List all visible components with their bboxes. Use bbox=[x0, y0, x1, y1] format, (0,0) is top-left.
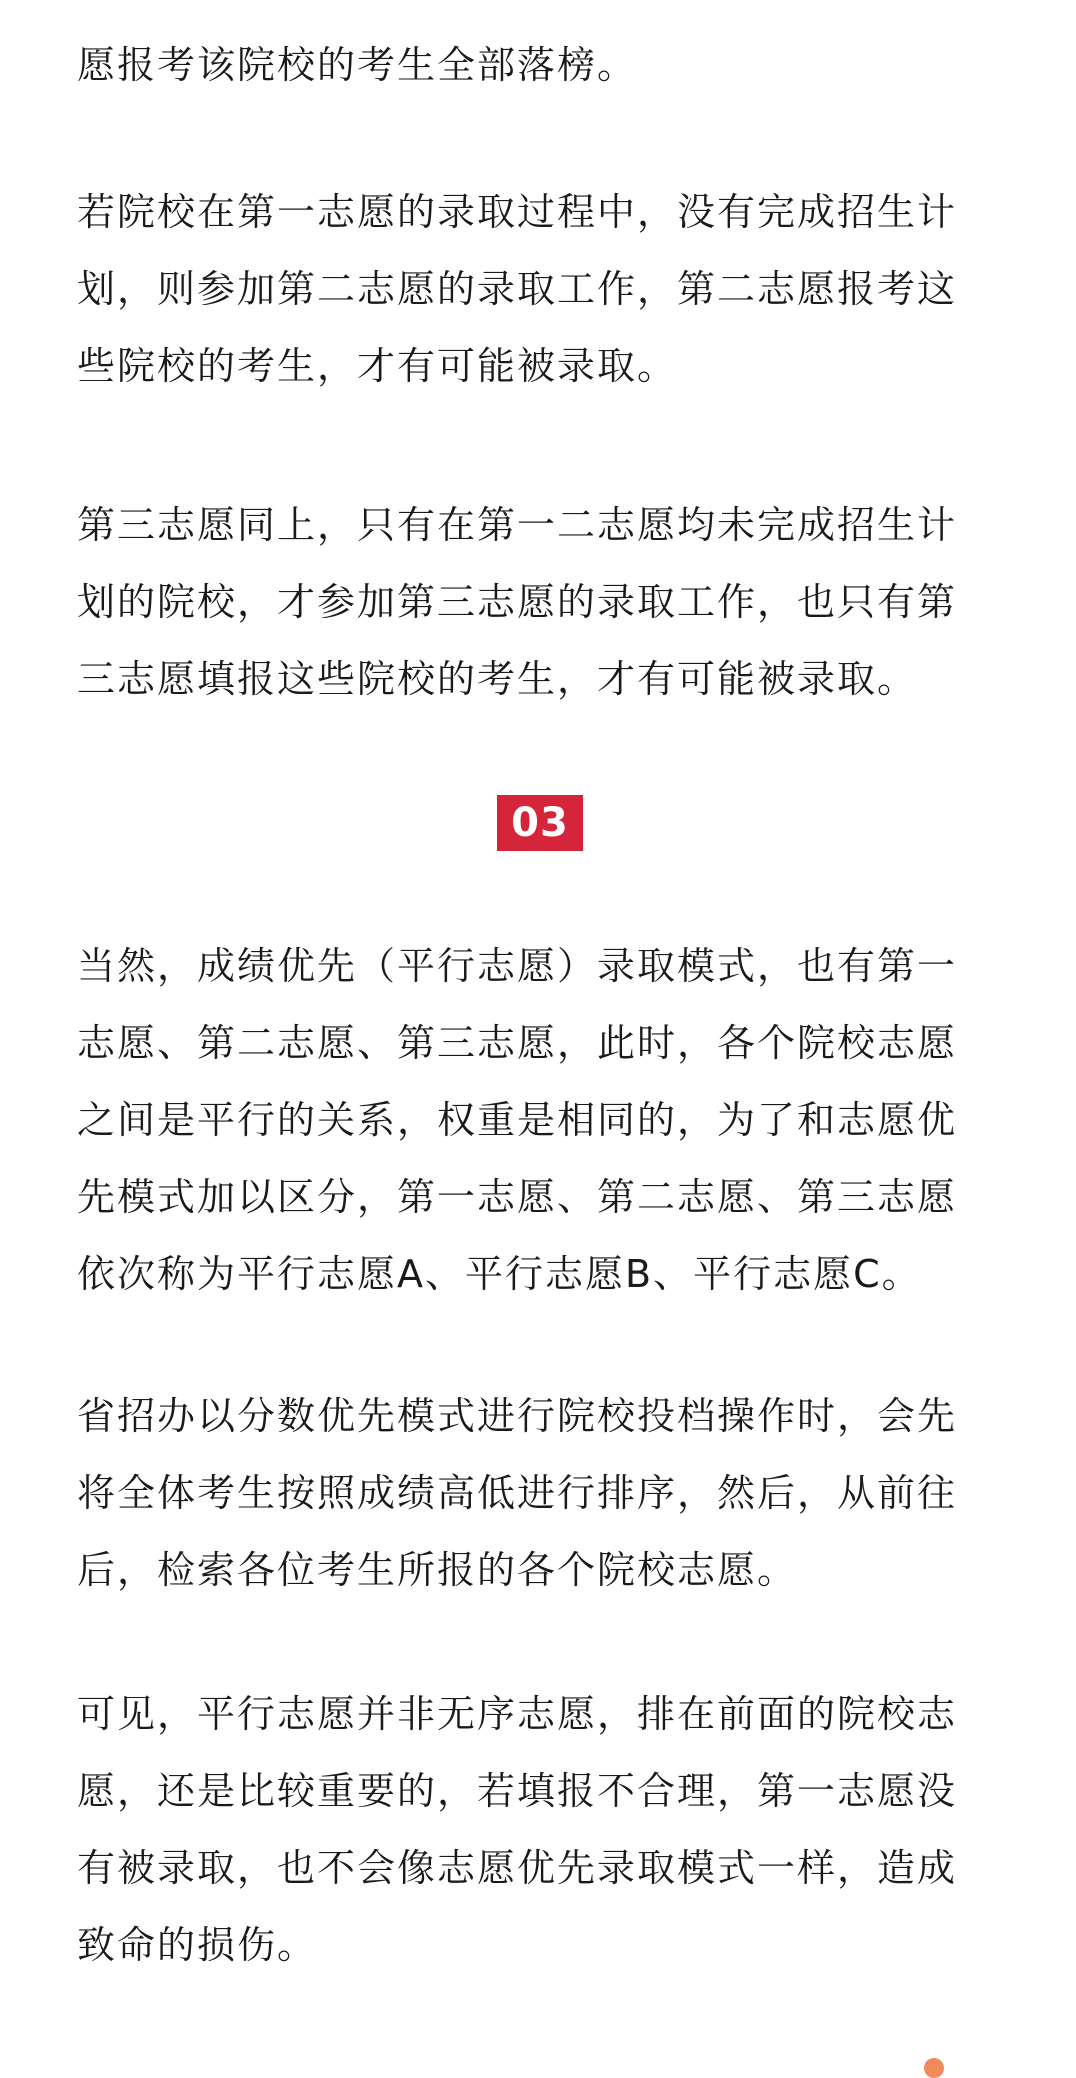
paragraph-2-line-3: 些院校的考生，才有可能被录取。 bbox=[77, 344, 678, 388]
paragraph-4-line-3: 之间是平行的关系，权重是相同的，为了和志愿优 bbox=[77, 1098, 958, 1142]
paragraph-6-line-3: 有被录取，也不会像志愿优先录取模式一样，造成 bbox=[77, 1846, 958, 1890]
paragraph-4-line-1: 当然，成绩优先（平行志愿）录取模式，也有第一 bbox=[77, 944, 958, 988]
paragraph-2-line-2: 划，则参加第二志愿的录取工作，第二志愿报考这 bbox=[77, 267, 958, 311]
paragraph-3-line-3: 三志愿填报这些院校的考生，才有可能被录取。 bbox=[77, 657, 918, 701]
paragraph-5-line-3: 后，检索各位考生所报的各个院校志愿。 bbox=[77, 1548, 798, 1592]
paragraph-4 bbox=[77, 928, 1007, 1313]
paragraph-5-line-2: 将全体考生按照成绩高低进行排序，然后，从前往 bbox=[77, 1471, 958, 1515]
paragraph-6-line-1: 可见，平行志愿并非无序志愿，排在前面的院校志 bbox=[77, 1692, 958, 1736]
paragraph-3 bbox=[77, 487, 1007, 718]
paragraph-4-line-4: 先模式加以区分，第一志愿、第二志愿、第三志愿 bbox=[77, 1175, 958, 1219]
paragraph-6-line-4: 致命的损伤。 bbox=[77, 1923, 318, 1967]
paragraph-3-line-2: 划的院校，才参加第三志愿的录取工作，也只有第 bbox=[77, 580, 958, 624]
paragraph-2 bbox=[77, 174, 1007, 405]
paragraph-1-line-1: 愿报考该院校的考生全部落榜。 bbox=[77, 43, 638, 87]
paragraph-6-line-2: 愿，还是比较重要的，若填报不合理，第一志愿没 bbox=[77, 1769, 958, 1813]
floating-action-dot[interactable] bbox=[924, 2058, 944, 2078]
paragraph-3-line-1: 第三志愿同上，只有在第一二志愿均未完成招生计 bbox=[77, 503, 958, 547]
paragraph-2-line-1: 若院校在第一志愿的录取过程中，没有完成招生计 bbox=[77, 190, 958, 234]
paragraph-5-line-1: 省招办以分数优先模式进行院校投档操作时，会先 bbox=[77, 1394, 958, 1438]
section-number-badge: 03 bbox=[497, 795, 583, 851]
paragraph-4-line-2: 志愿、第二志愿、第三志愿，此时，各个院校志愿 bbox=[77, 1021, 958, 1065]
paragraph-4-line-5: 依次称为平行志愿A、平行志愿B、平行志愿C。 bbox=[77, 1252, 922, 1296]
paragraph-5 bbox=[77, 1378, 1007, 1609]
paragraph-6 bbox=[77, 1676, 1007, 1984]
paragraph-1 bbox=[77, 27, 1007, 104]
